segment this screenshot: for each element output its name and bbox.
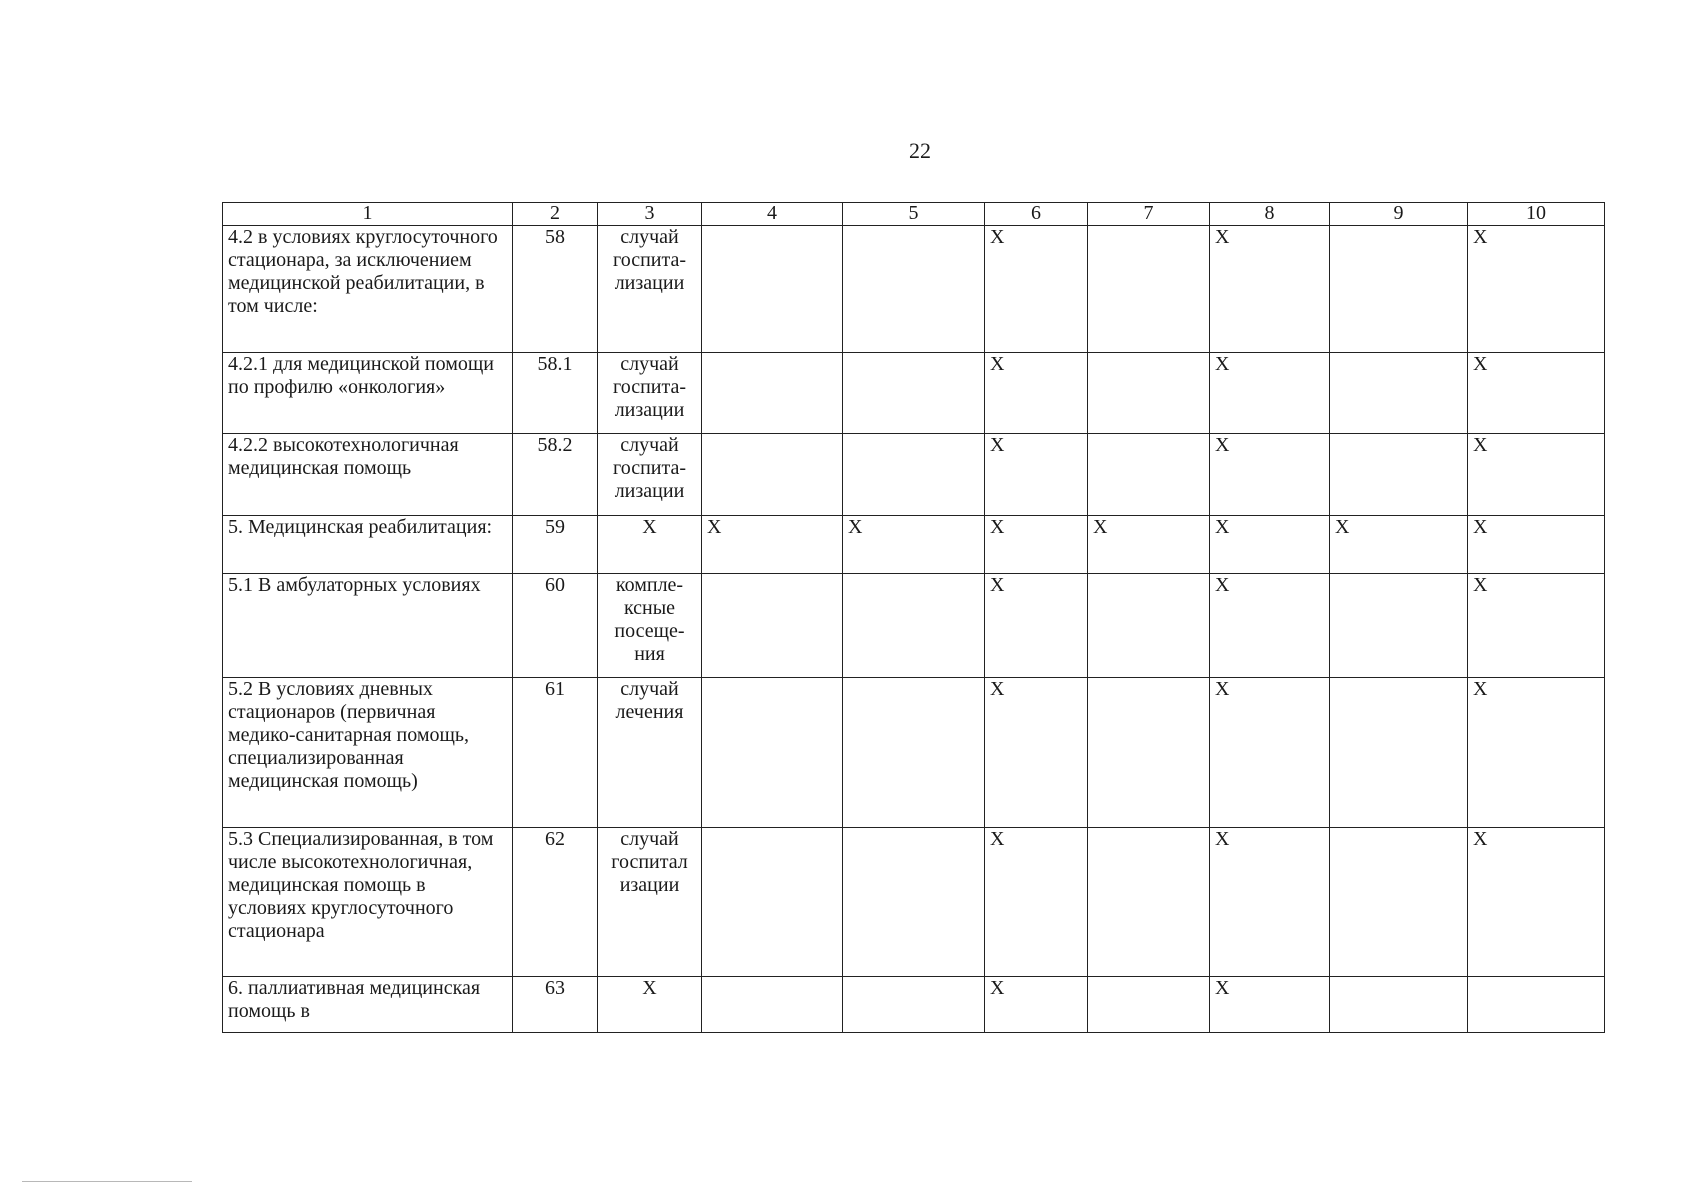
table-row	[223, 226, 1605, 353]
column-header: 9	[1330, 203, 1468, 226]
unit-cell: компле-ксные посеще-ния	[598, 574, 702, 678]
table-cell	[1330, 828, 1468, 977]
unit-cell: случай госпитал изации	[598, 828, 702, 977]
table-cell	[843, 678, 985, 828]
column-header: 6	[985, 203, 1088, 226]
page-number: 22	[909, 138, 931, 163]
row-number: 58.1	[513, 353, 598, 434]
table-cell: X	[985, 434, 1088, 516]
table-cell	[702, 678, 843, 828]
table-cell: X	[985, 977, 1088, 1033]
table-row	[223, 574, 1605, 678]
table-cell	[1088, 353, 1210, 434]
column-header: 8	[1210, 203, 1330, 226]
row-number: 59	[513, 516, 598, 574]
table-cell	[1330, 977, 1468, 1033]
table-cell	[843, 353, 985, 434]
table-cell	[843, 977, 985, 1033]
table-cell: X	[985, 516, 1088, 574]
row-number: 62	[513, 828, 598, 977]
row-number: 61	[513, 678, 598, 828]
column-header: 4	[702, 203, 843, 226]
column-header: 1	[223, 203, 513, 226]
unit-cell: случай госпита-лизации	[598, 434, 702, 516]
table-cell	[843, 434, 985, 516]
table-cell	[1330, 353, 1468, 434]
column-header: 5	[843, 203, 985, 226]
table-cell: X	[1468, 678, 1605, 828]
table-cell: X	[1210, 353, 1330, 434]
column-header: 10	[1468, 203, 1605, 226]
table-row	[223, 678, 1605, 828]
column-header: 7	[1088, 203, 1210, 226]
header-row	[223, 203, 1605, 226]
table-cell: X	[1210, 977, 1330, 1033]
table-cell	[1088, 977, 1210, 1033]
table-row	[223, 434, 1605, 516]
table-cell	[1088, 226, 1210, 353]
table-cell	[702, 353, 843, 434]
table-cell: X	[1210, 226, 1330, 353]
row-label: 5.3 Специализированная, в том числе высокотехнологичная, медицинская помощь в условиях круглосуточного стационара	[223, 828, 513, 977]
table-cell	[1330, 574, 1468, 678]
table-cell	[1330, 678, 1468, 828]
table-cell: X	[1468, 574, 1605, 678]
column-header: 2	[513, 203, 598, 226]
unit-cell: X	[598, 516, 702, 574]
data-table	[222, 202, 1605, 1033]
row-number: 58	[513, 226, 598, 353]
row-label: 4.2 в условиях круглосуточного стационара, за исключением медицинской реабилитации, в том числе:	[223, 226, 513, 353]
table-cell: X	[1330, 516, 1468, 574]
table-cell	[1468, 977, 1605, 1033]
footer-rule	[22, 1181, 192, 1182]
table-cell: X	[985, 828, 1088, 977]
table-cell	[702, 574, 843, 678]
table-cell	[1088, 574, 1210, 678]
unit-cell: случай госпита-лизации	[598, 226, 702, 353]
table-cell: X	[1210, 574, 1330, 678]
table-cell	[1088, 828, 1210, 977]
table-cell: X	[1468, 828, 1605, 977]
table-cell: X	[1468, 353, 1605, 434]
row-number: 58.2	[513, 434, 598, 516]
table-cell	[843, 226, 985, 353]
table-cell: X	[985, 226, 1088, 353]
row-number: 63	[513, 977, 598, 1033]
table-row	[223, 977, 1605, 1033]
table-cell	[1088, 678, 1210, 828]
table-cell: X	[1210, 678, 1330, 828]
row-number: 60	[513, 574, 598, 678]
column-header: 3	[598, 203, 702, 226]
table-cell: X	[1210, 516, 1330, 574]
unit-cell: X	[598, 977, 702, 1033]
table-cell	[1330, 226, 1468, 353]
unit-cell: случай лечения	[598, 678, 702, 828]
row-label: 5.2 В условиях дневных стационаров (первичная медико-санитарная помощь, специализированная медицинская помощь)	[223, 678, 513, 828]
table-row	[223, 828, 1605, 977]
row-label: 5.1 В амбулаторных условиях	[223, 574, 513, 678]
table-cell	[702, 977, 843, 1033]
table-cell	[702, 828, 843, 977]
table-cell: X	[985, 574, 1088, 678]
row-label: 4.2.1 для медицинской помощи по профилю «онкология»	[223, 353, 513, 434]
table-cell	[702, 226, 843, 353]
table-cell	[1088, 434, 1210, 516]
row-label: 6. паллиативная медицинская помощь в	[223, 977, 513, 1033]
table-cell: X	[843, 516, 985, 574]
row-label: 4.2.2 высокотехнологичная медицинская помощь	[223, 434, 513, 516]
table-cell: X	[1088, 516, 1210, 574]
unit-cell: случай госпита-лизации	[598, 353, 702, 434]
table-cell	[843, 574, 985, 678]
table-cell: X	[1468, 226, 1605, 353]
table-row	[223, 516, 1605, 574]
table-cell: X	[1468, 434, 1605, 516]
table-cell: X	[1210, 828, 1330, 977]
table-cell: X	[985, 353, 1088, 434]
table-cell	[1330, 434, 1468, 516]
table-cell: X	[985, 678, 1088, 828]
table-row	[223, 353, 1605, 434]
table-cell: X	[1468, 516, 1605, 574]
table-cell	[843, 828, 985, 977]
row-label: 5. Медицинская реабилитация:	[223, 516, 513, 574]
table-cell: X	[1210, 434, 1330, 516]
table-cell: X	[702, 516, 843, 574]
table-cell	[702, 434, 843, 516]
